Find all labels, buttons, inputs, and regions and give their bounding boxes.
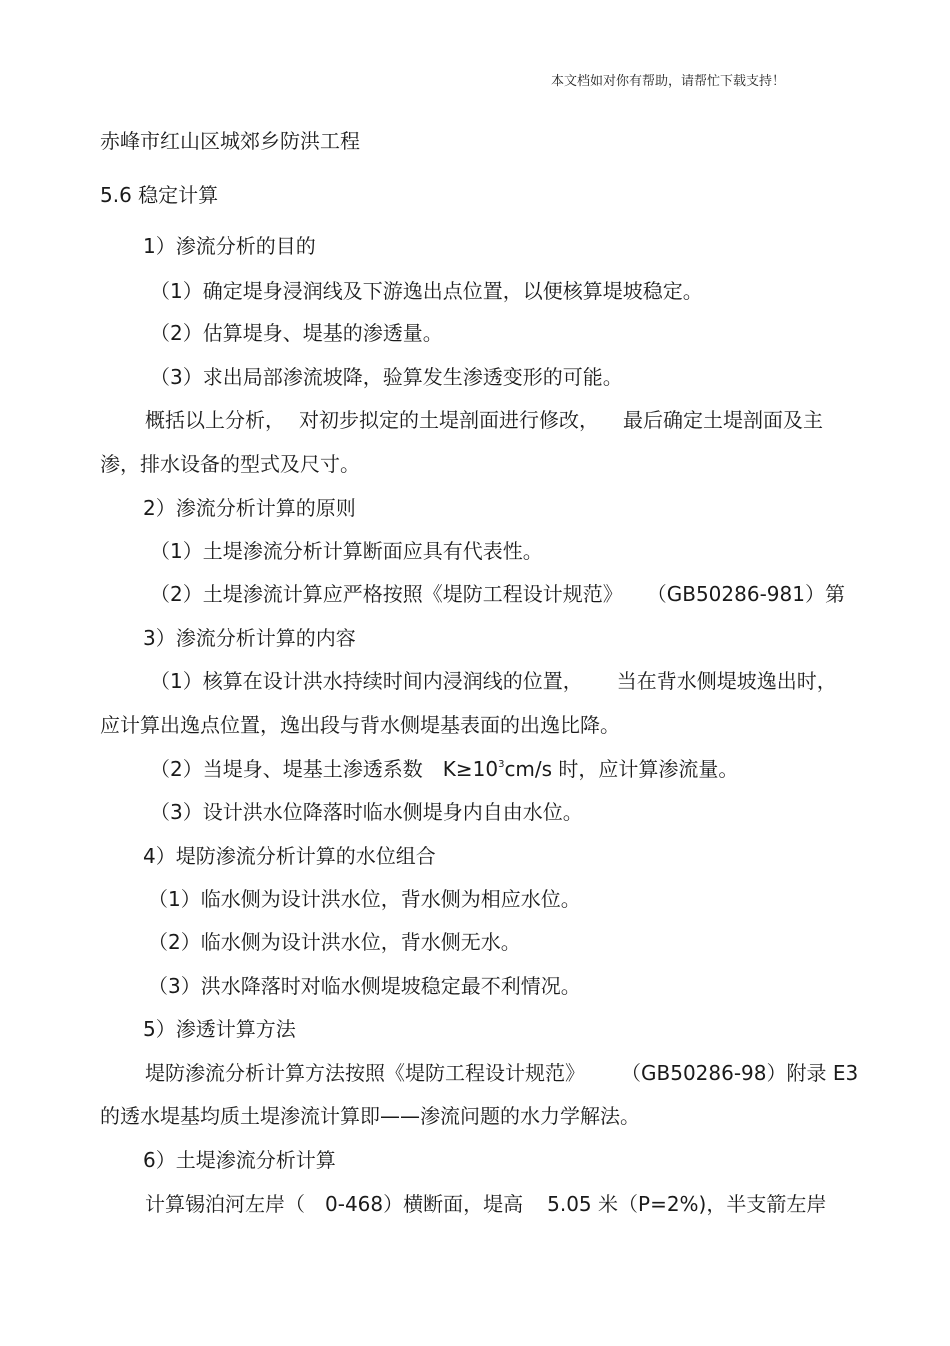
section-heading: 5.6 稳定计算	[100, 183, 219, 207]
text-segment: 0-468）横断面，堤高	[325, 1192, 524, 1216]
paragraph-line	[145, 1060, 858, 1086]
text-segment: （GB50286-98）附录 E3	[621, 1061, 859, 1085]
text-segment: （GB50286-981）第	[646, 582, 845, 606]
text-segment: 当在背水侧堤坡逸出时，	[616, 669, 837, 693]
list-item: （3）洪水降落时对临水侧堤坡稳定最不利情况。	[148, 974, 581, 998]
list-item: （2）估算堤身、堤基的渗透量。	[150, 321, 443, 345]
list-item: （3）求出局部渗流坡降，验算发生渗透变形的可能。	[150, 365, 623, 389]
paragraph-line: 渗，排水设备的型式及尺寸。	[100, 452, 360, 476]
list-item: （1）临水侧为设计洪水位，背水侧为相应水位。	[148, 887, 581, 911]
list-item: （3）设计洪水位降落时临水侧堤身内自由水位。	[150, 800, 583, 824]
paragraph-line: 应计算出逸点位置，逸出段与背水侧堤基表面的出逸比降。	[100, 713, 620, 737]
text-segment: K≥10	[442, 757, 499, 781]
text-segment: 5.05 米（P=2%)，半支箭左岸	[547, 1192, 827, 1216]
text-segment: 概括以上分析，	[145, 408, 285, 432]
text-segment: 堤防渗流分析计算方法按照《堤防工程设计规范》	[145, 1061, 585, 1085]
text-segment: 计算锡泊河左岸（	[145, 1192, 305, 1216]
list-item: （1）确定堤身浸润线及下游逸出点位置，以便核算堤坡稳定。	[150, 279, 703, 303]
header-note: 本文档如对你有帮助，请帮忙下载支持！	[551, 74, 786, 89]
text-segment: cm/s 时，应计算渗流量。	[504, 757, 739, 781]
list-item	[150, 581, 845, 607]
subheading-3: 3）渗流分析计算的内容	[143, 626, 356, 650]
subheading-5: 5）渗透计算方法	[143, 1017, 296, 1041]
subheading-2: 2）渗流分析计算的原则	[143, 496, 356, 520]
text-segment: 对初步拟定的土堤剖面进行修改，	[299, 408, 599, 432]
paragraph-line	[145, 1191, 826, 1217]
subheading-6: 6）土堤渗流分析计算	[143, 1148, 336, 1172]
text-segment: （2）当堤身、堤基土渗透系数	[150, 757, 423, 781]
document-title: 赤峰市红山区城郊乡防洪工程	[100, 129, 360, 153]
list-item: （1）土堤渗流分析计算断面应具有代表性。	[150, 539, 543, 563]
subheading-1: 1）渗流分析的目的	[143, 234, 316, 258]
list-item	[150, 756, 738, 782]
text-segment: （1）核算在设计洪水持续时间内浸润线的位置，	[150, 669, 583, 693]
list-item: （2）临水侧为设计洪水位，背水侧无水。	[148, 930, 521, 954]
list-item	[150, 668, 837, 694]
text-segment: （2）土堤渗流计算应严格按照《堤防工程设计规范》	[150, 582, 623, 606]
paragraph-line	[145, 407, 823, 433]
text-segment: 最后确定土堤剖面及主	[623, 408, 823, 432]
subheading-4: 4）堤防渗流分析计算的水位组合	[143, 844, 436, 868]
paragraph-line: 的透水堤基均质土堤渗流计算即——渗流问题的水力学解法。	[100, 1104, 640, 1128]
superscript: 3	[498, 759, 505, 770]
